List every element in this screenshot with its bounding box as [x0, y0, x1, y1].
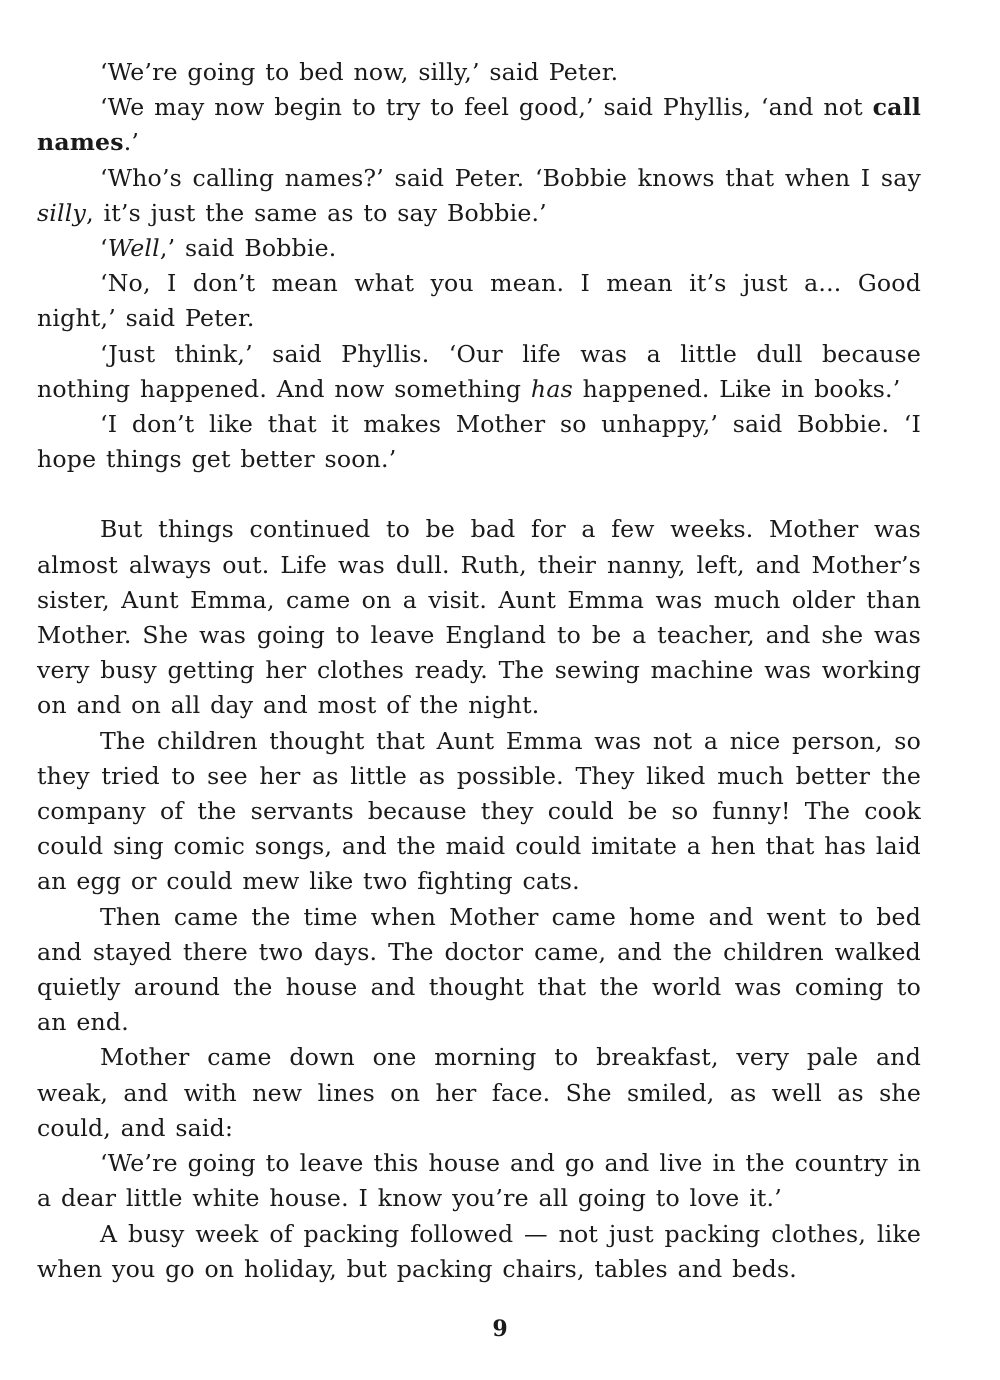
paragraph: [37, 231, 921, 266]
text-segment: .’: [123, 128, 140, 157]
text-segment: silly: [37, 198, 87, 227]
paragraph: [37, 724, 921, 900]
paragraph: [37, 900, 921, 1041]
text-segment: has: [530, 374, 573, 403]
text-segment: ,’ said Bobbie.: [159, 234, 337, 263]
paragraph: [37, 512, 921, 723]
paragraph: [37, 1146, 921, 1216]
section-break: [37, 477, 921, 512]
text-segment: , it’s just the same as to say Bobbie.’: [86, 198, 547, 227]
paragraph: [37, 90, 921, 160]
text-segment: But things continued to be bad for a few weeks. Mother was almost always out. Life was dull. Ruth, their nanny, left, and Mother’s sister, Aunt Emma, came on a visit. Aunt Emma was much older than Mother. She was going to leave England to be a teacher, and she was very busy getting her clothes ready. The sewing machine was working on and on all day and most of the night.: [37, 515, 921, 720]
paragraph: [37, 161, 921, 231]
paragraph: [37, 407, 921, 477]
paragraph: [37, 55, 921, 90]
text-segment: ‘I don’t like that it makes Mother so unhappy,’ said Bobbie. ‘I hope things get better soon.’: [37, 410, 921, 474]
text-segment: happened. Like in books.’: [572, 374, 901, 403]
text-segment: ‘We’re going to leave this house and go and live in the country in a dear little white house. I know you’re all going to love it.’: [37, 1149, 921, 1213]
text-segment: ‘: [100, 234, 108, 263]
page-body: [37, 55, 921, 1287]
text-segment: ‘Who’s calling names?’ said Peter. ‘Bobbie knows that when I say: [100, 163, 921, 192]
text-segment: ‘No, I don’t mean what you mean. I mean it’s just a... Good night,’ said Peter.: [37, 269, 921, 333]
text-segment: ‘Just think,’ said Phyllis. ‘Our life was a little dull because nothing happened. And now something: [37, 339, 921, 403]
text-segment: Then came the time when Mother came home and went to bed and stayed there two days. The doctor came, and the children walked quietly around the house and thought that the world was coming to an end.: [37, 902, 921, 1037]
paragraph: [37, 266, 921, 336]
text-segment: The children thought that Aunt Emma was not a nice person, so they tried to see her as little as possible. They liked much better the company of the servants because they could be so funny! The cook could sing comic songs, and the maid could imitate a hen that has laid an egg or could mew like two fighting cats.: [37, 726, 921, 896]
paragraph: [37, 337, 921, 407]
text-segment: A busy week of packing followed — not just packing clothes, like when you go on holiday, but packing chairs, tables and beds.: [37, 1219, 921, 1283]
page-number: 9: [492, 1316, 508, 1342]
paragraph: [37, 1040, 921, 1146]
paragraph: [37, 1217, 921, 1287]
text-segment: ‘We’re going to bed now, silly,’ said Peter.: [100, 58, 619, 86]
text-segment: call names: [37, 93, 921, 157]
text-segment: Well: [107, 234, 160, 263]
text-segment: Mother came down one morning to breakfast, very pale and weak, and with new lines on her face. She smiled, as well as she could, and said:: [37, 1043, 921, 1142]
text-segment: ‘We may now begin to try to feel good,’ said Phyllis, ‘and not: [100, 93, 873, 122]
